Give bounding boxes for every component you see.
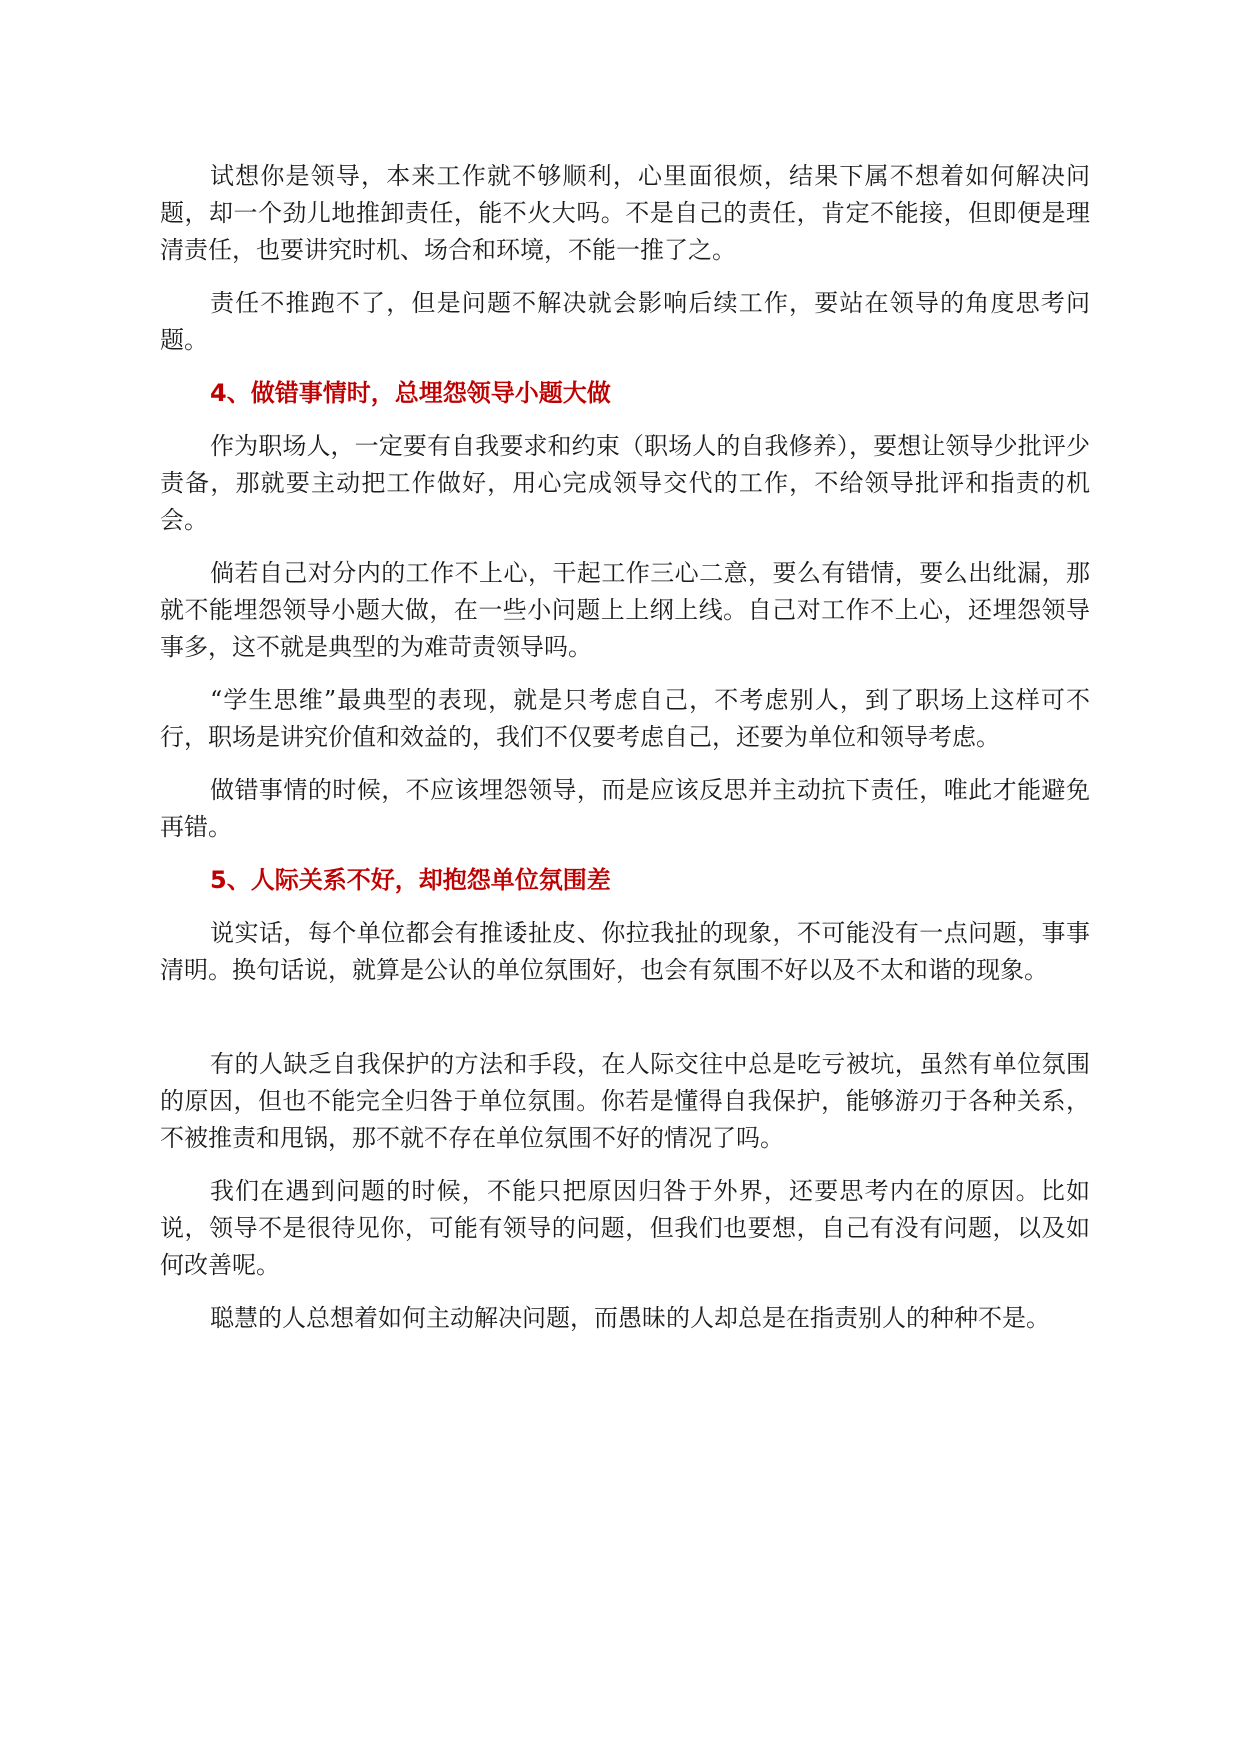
paragraph-7: 说实话，每个单位都会有推诿扯皮、你拉我扯的现象，不可能没有一点问题，事事清明。换句话说，就算是公认的单位氛围好，也会有氛围不好以及不太和谐的现象。 (160, 919, 1090, 984)
paragraph-8: 有的人缺乏自我保护的方法和手段，在人际交往中总是吃亏被坑，虽然有单位氛围的原因，但也不能完全归咎于单位氛围。你若是懂得自我保护，能够游刃于各种关系，不被推责和甩锅，那不就不存在单位氛围不好的情况了吗。 (160, 1050, 1090, 1152)
paragraph-1: 试想你是领导，本来工作就不够顺利，心里面很烦，结果下属不想着如何解决问题，却一个劲儿地推卸责任，能不火大吗。不是自己的责任，肯定不能接，但即便是理清责任，也要讲究时机、场合和环境，不能一推了之。 (160, 162, 1090, 264)
paragraph-3: 作为职场人，一定要有自我要求和约束（职场人的自我修养），要想让领导少批评少责备，那就要主动把工作做好，用心完成领导交代的工作，不给领导批评和指责的机会。 (160, 432, 1090, 534)
section-heading-4: 4、做错事情时，总埋怨领导小题大做 (210, 379, 611, 407)
paragraph-4: 倘若自己对分内的工作不上心，干起工作三心二意，要么有错情，要么出纰漏，那就不能埋怨领导小题大做，在一些小问题上上纲上线。自己对工作不上心，还埋怨领导事多，这不就是典型的为难苛责领导吗。 (160, 559, 1090, 661)
document-body (160, 158, 1090, 1353)
paragraph-9: 我们在遇到问题的时候，不能只把原因归咎于外界，还要思考内在的原因。比如说，领导不是很待见你，可能有领导的问题，但我们也要想，自己有没有问题，以及如何改善呢。 (160, 1177, 1090, 1279)
paragraph-10: 聪慧的人总想着如何主动解决问题，而愚昧的人却总是在指责别人的种种不是。 (210, 1304, 1050, 1332)
paragraph-2: 责任不推跑不了，但是问题不解决就会影响后续工作，要站在领导的角度思考问题。 (160, 289, 1090, 354)
section-heading-5: 5、人际关系不好，却抱怨单位氛围差 (210, 866, 611, 894)
paragraph-6: 做错事情的时候，不应该埋怨领导，而是应该反思并主动抗下责任，唯此才能避免再错。 (160, 776, 1090, 841)
paragraph-5: “学生思维”最典型的表现，就是只考虑自己，不考虑别人，到了职场上这样可不行，职场是讲究价值和效益的，我们不仅要考虑自己，还要为单位和领导考虑。 (160, 686, 1090, 751)
